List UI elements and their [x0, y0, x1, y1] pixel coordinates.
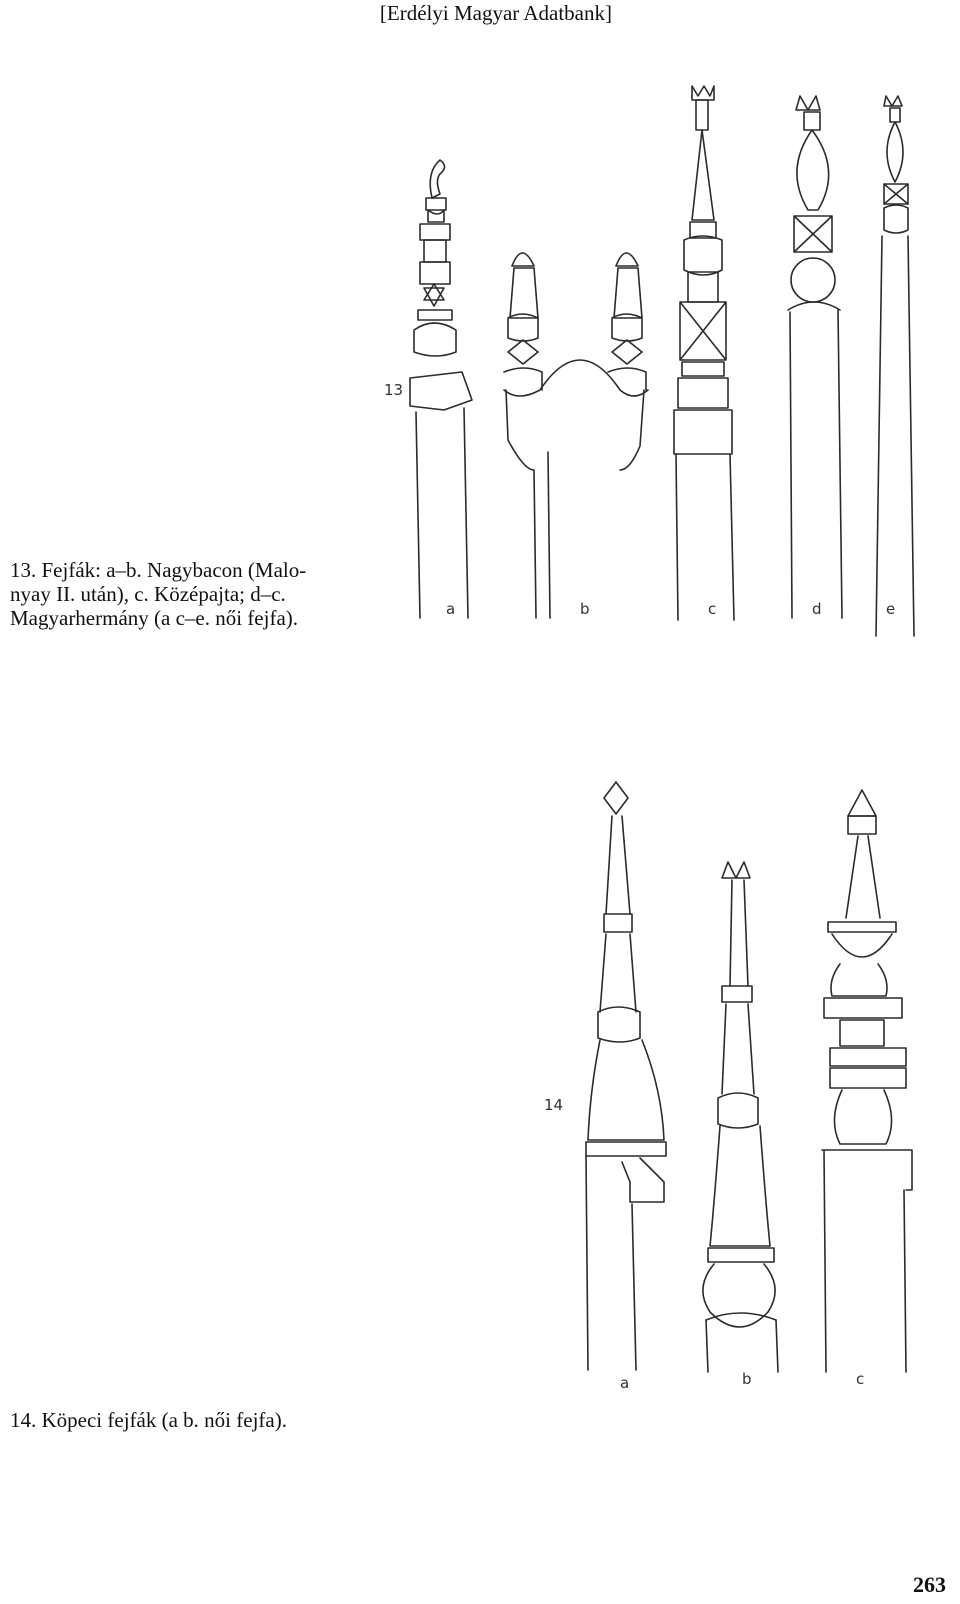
header-title: [Erdélyi Magyar Adatbank]: [379, 1, 612, 25]
figure-13-post-e: [876, 96, 914, 636]
figure-13-number: [384, 381, 403, 399]
figure-13-caption-line: 13. Fejfák: a–b. Nagybacon (Malo-: [10, 558, 307, 582]
figure-13-post-a: [410, 160, 472, 618]
svg-text:14: 14: [544, 1096, 564, 1114]
figure-14-number: [544, 1096, 563, 1114]
figure-13-label-b: b: [580, 600, 590, 618]
figure-14-label-a: a: [620, 1374, 630, 1392]
figure-13-caption: [10, 558, 380, 630]
figure-13-caption-line: nyay II. után), c. Középajta; d–c.: [10, 582, 286, 606]
figure-14-labels: [620, 1370, 864, 1392]
figure-13-label-e: e: [886, 600, 896, 618]
figure-13-post-d: [788, 96, 842, 618]
figure-14-caption: 14. Köpeci fejfák (a b. női fejfa).: [10, 1408, 287, 1432]
figure-13-label-d: d: [812, 600, 822, 618]
figure-14-post-b: [703, 862, 778, 1372]
figure-13-post-b: [504, 253, 648, 618]
figure-13-label-c: c: [708, 600, 717, 618]
figure-14-post-a: [586, 782, 666, 1370]
figure-13-caption-line: Magyarhermány (a c–e. női fejfa).: [10, 606, 299, 630]
page-number: 263: [913, 1572, 946, 1597]
figure-13-post-c: [674, 86, 734, 620]
figure-13-labels: [446, 600, 895, 618]
figure-13-label-a: a: [446, 600, 456, 618]
svg-text:13: 13: [384, 381, 404, 399]
figure-14-post-c: [822, 790, 912, 1372]
figure-14-label-b: b: [742, 1370, 752, 1388]
figure-14-label-c: c: [856, 1370, 865, 1388]
